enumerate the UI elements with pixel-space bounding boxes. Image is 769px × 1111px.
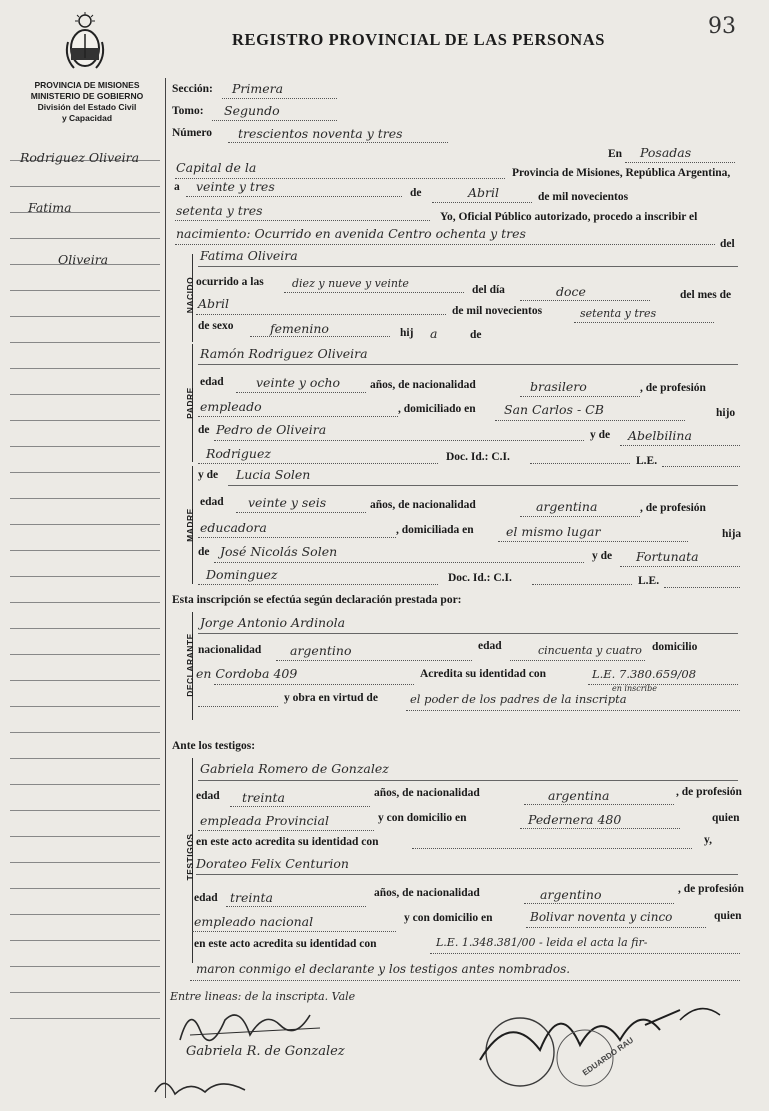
madre-nombre: Lucia Solen: [236, 467, 311, 482]
hora-value: diez y nueve y veinte: [292, 277, 409, 290]
hijo-label: hijo: [716, 407, 736, 419]
seccion-label: Sección:: [172, 83, 213, 95]
numero-value: trescientos noventa y tres: [238, 126, 403, 141]
sello-text: EDUARDO RAU: [580, 1035, 636, 1078]
testigo1-profesion: empleada Provincial: [200, 813, 329, 828]
office-line-1: PROVINCIA DE MISIONES: [34, 80, 140, 90]
dia-nac-value: doce: [556, 284, 586, 299]
testigo2-profesion-label: , de profesión: [678, 883, 744, 895]
ocurrido-label: ocurrido a las: [196, 276, 264, 288]
document-title: REGISTRO PROVINCIAL DE LAS PERSONAS: [232, 30, 606, 49]
de-mil-novecientos-label: de mil novecientos: [538, 191, 629, 203]
anio-nac-value: setenta y tres: [580, 307, 657, 320]
testigo2-domicilio: Bolivar noventa y cinco: [530, 910, 673, 924]
office-header: [12, 80, 162, 124]
office-line-4: y Capacidad: [61, 113, 113, 123]
madre-nacionalidad: argentina: [536, 499, 598, 514]
declarante-edad-label: edad: [478, 640, 502, 652]
testigo1-domicilio: Pedernera 480: [528, 812, 622, 827]
ante-testigos-text: Ante los testigos:: [172, 740, 256, 752]
declarante-label: DECLARANTE: [185, 633, 195, 697]
madre-madre-apellido: Dominguez: [206, 567, 278, 582]
de-mil-novecientos-nac: de mil novecientos: [452, 305, 543, 317]
coat-of-arms-icon: [62, 12, 108, 74]
madre-edad-label: edad: [200, 496, 224, 508]
margin-note-surname: Rodriguez Oliveira: [20, 150, 140, 165]
madre-profesion: educadora: [200, 520, 267, 535]
nacido-label: NACIDO: [185, 276, 195, 314]
acredita-label: Acredita su identidad con: [420, 668, 546, 680]
provincia-text: Provincia de Misiones, República Argentina,: [512, 167, 731, 179]
testigo1-profesion-label: , de profesión: [676, 786, 742, 798]
declarante-nacionalidad: argentino: [290, 643, 352, 658]
padre-domicilio: San Carlos - CB: [504, 402, 604, 417]
padre-madre: Abelbilina: [628, 428, 692, 443]
declarante-domicilio: en Cordoba 409: [196, 666, 298, 681]
anio-value: setenta y tres: [176, 203, 263, 218]
padre-label: PADRE: [185, 387, 195, 419]
domiciliado-label: , domiciliado en: [398, 403, 476, 415]
madre-y-de-label: y de: [198, 469, 219, 481]
testigo1-anos-label: años, de nacionalidad: [374, 787, 480, 799]
testigo1-domicilio-label: y con domicilio en: [378, 812, 467, 824]
padre-nombre: Ramón Rodriguez Oliveira: [200, 346, 368, 361]
testigo1-y-label: y,: [704, 834, 712, 846]
numero-label: Número: [172, 127, 213, 139]
padre-de-label: de: [198, 424, 210, 436]
declarante-domicilio-label: domicilio: [652, 641, 698, 653]
testigo2-documento: L.E. 1.348.381/00 - leida el acta la fir-: [436, 936, 648, 949]
acto-value: nacimiento: Ocurrido en avenida Centro ochenta y tres: [176, 226, 526, 241]
declarante-virtud: el poder de los padres de la inscripta: [410, 692, 627, 706]
mes-nac-value: Abril: [198, 296, 229, 311]
madre-padre: José Nicolás Solen: [220, 544, 338, 559]
testigo1-nacionalidad: argentina: [548, 788, 610, 803]
testigos-label: TESTIGOS: [185, 833, 195, 881]
testigo2-nacionalidad: argentino: [540, 887, 602, 902]
testigo1-acredita-label: en este acto acredita su identidad con: [196, 836, 379, 848]
signature-declarante-icon: [170, 1000, 330, 1045]
en-value: Posadas: [640, 145, 692, 160]
testigo2-nombre: Dorateo Felix Centurion: [196, 856, 349, 871]
declarante-documento: L.E. 7.380.659/08: [592, 667, 697, 681]
hij-suffix: a: [430, 326, 438, 341]
margin-note-surname-2: Oliveira: [58, 252, 109, 267]
padre-profesion-label: , de profesión: [640, 382, 706, 394]
declarante-nacionalidad-label: nacionalidad: [198, 644, 262, 656]
padre-y-de-label: y de: [590, 429, 611, 441]
testigo2-domicilio-label: y con domicilio en: [404, 912, 493, 924]
declarante-edad: cincuenta y cuatro: [538, 644, 642, 657]
hija-label: hija: [722, 528, 742, 540]
padre-madre-apellido: Rodriguez: [206, 446, 271, 461]
sexo-value: femenino: [270, 321, 329, 336]
a-label: a: [174, 181, 180, 193]
signature-oficial-icon: [470, 990, 740, 1090]
obra-label: y obra en virtud de: [284, 692, 378, 704]
padre-edad-label: edad: [200, 376, 224, 388]
page-number: 93: [708, 14, 736, 39]
hij-label: hij: [400, 327, 414, 339]
padre-edad: veinte y ocho: [256, 375, 341, 390]
declarante-nota: en inscribe: [612, 684, 657, 693]
madre-domicilio: el mismo lugar: [506, 524, 601, 539]
de-label: de: [410, 187, 422, 199]
madre-madre: Fortunata: [636, 549, 699, 564]
padre-le-label: L.E.: [636, 455, 658, 467]
padre-anos-label: años, de nacionalidad: [370, 379, 476, 391]
firma-testigo1: Gabriela R. de Gonzalez: [186, 1044, 345, 1059]
del-mes-label: del mes de: [680, 289, 732, 301]
testigo2-edad-label: edad: [194, 892, 218, 904]
domiciliada-label: , domiciliada en: [396, 524, 474, 536]
del-label: del: [720, 238, 735, 250]
testigo2-edad: treinta: [230, 890, 273, 905]
madre-doc-label: Doc. Id.: C.I.: [448, 572, 512, 584]
dia-value: veinte y tres: [196, 179, 275, 194]
nombre-nacido: Fatima Oliveira: [200, 248, 298, 263]
madre-de-label: de: [198, 546, 210, 558]
testigo2-acredita-label: en este acto acredita su identidad con: [194, 938, 377, 950]
yo-oficial-text: Yo, Oficial Público autorizado, procedo a inscribir el: [440, 211, 698, 223]
declaracion-text: Esta inscripción se efectúa según declaración prestada por:: [172, 594, 462, 606]
madre-profesion-label: , de profesión: [640, 502, 706, 514]
en-label: En: [608, 148, 623, 160]
testigo2-profesion: empleado nacional: [194, 914, 314, 929]
padre-profesion: empleado: [200, 399, 262, 414]
office-line-2: MINISTERIO DE GOBIERNO: [30, 91, 144, 101]
nota-final: Entre lineas: de la inscripta. Vale: [170, 990, 356, 1003]
seccion-value: Primera: [232, 81, 284, 96]
madre-edad: veinte y seis: [248, 495, 327, 510]
testigo2-anos-label: años, de nacionalidad: [374, 887, 480, 899]
margin-note-name: Fatima: [28, 200, 72, 215]
tomo-label: Tomo:: [172, 105, 204, 117]
de-suffix: de: [470, 329, 482, 341]
padre-nacionalidad: brasilero: [530, 379, 587, 394]
madre-le-label: L.E.: [638, 575, 660, 587]
de-sexo-label: de sexo: [198, 320, 234, 332]
office-line-3: División del Estado Civil: [37, 102, 137, 112]
capital-value: Capital de la: [176, 160, 257, 175]
testigo1-edad-label: edad: [196, 790, 220, 802]
testigo2-quien-label: quien: [714, 910, 742, 922]
declarante-nombre: Jorge Antonio Ardinola: [200, 615, 346, 630]
testigo1-edad: treinta: [242, 790, 285, 805]
signature-testigo2-icon: [150, 1072, 260, 1102]
padre-doc-label: Doc. Id.: C.I.: [446, 451, 510, 463]
margin-divider: [165, 78, 166, 1098]
madre-y-de-label-2: y de: [592, 550, 613, 562]
madre-label: MADRE: [185, 508, 195, 542]
tomo-value: Segundo: [224, 103, 280, 118]
mes-value: Abril: [468, 185, 499, 200]
testigo1-nombre: Gabriela Romero de Gonzalez: [200, 761, 389, 776]
testigo1-quien-label: quien: [712, 812, 740, 824]
padre-padre: Pedro de Oliveira: [216, 422, 327, 437]
testigo2-cierre: maron conmigo el declarante y los testigos antes nombrados.: [196, 962, 571, 976]
del-dia-label: del día: [472, 284, 505, 296]
madre-anos-label: años, de nacionalidad: [370, 499, 476, 511]
